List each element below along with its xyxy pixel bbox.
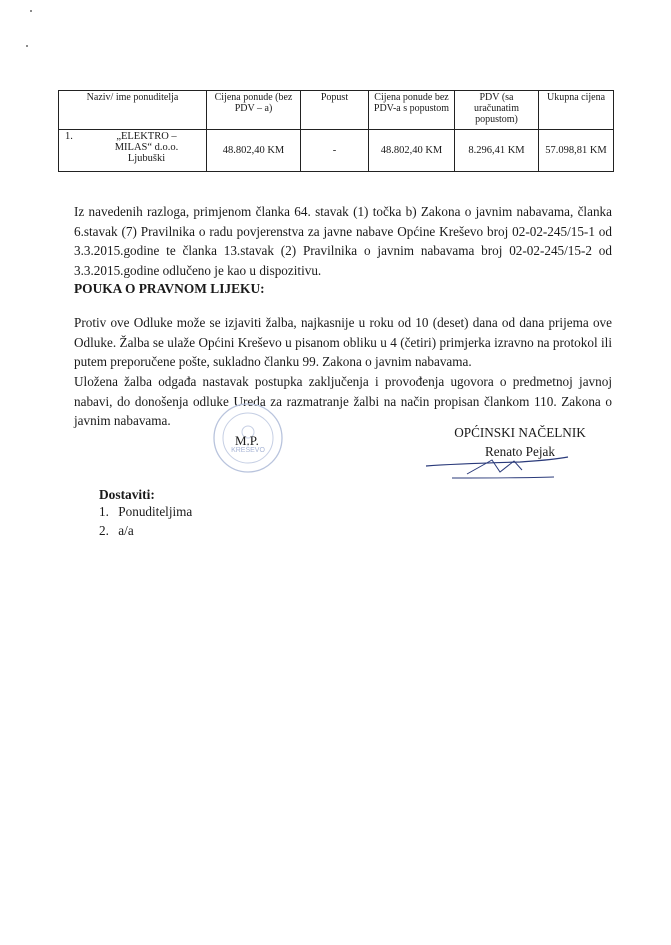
deliver-to-label: Dostaviti:: [99, 487, 155, 502]
official-title: OPĆINSKI NAČELNIK: [454, 425, 586, 440]
vat-cell: 8.296,41 KM: [455, 130, 539, 172]
row-number: 1.: [65, 131, 73, 142]
bidder-name: „ELEKTRO – MILAS“ d.o.o. Ljubuški: [114, 131, 179, 164]
handwritten-signature: [422, 452, 572, 480]
stamp-placeholder: M.P.: [235, 433, 259, 448]
list-item: [99, 502, 192, 521]
scan-speck: [26, 45, 28, 47]
header-vat: PDV (sa uračunatim popustom): [455, 91, 539, 130]
price-cell: 48.802,40 KM: [207, 130, 301, 172]
header-total: Ukupna cijena: [539, 91, 614, 130]
list-number: 1.: [99, 504, 109, 519]
legal-remedy-heading: POUKA O PRAVNOM LIJEKU:: [74, 281, 265, 296]
bidder-cell: [59, 130, 207, 172]
deliver-to-list: [99, 502, 192, 540]
scan-speck: [30, 10, 32, 12]
offers-table: [58, 90, 614, 172]
list-number: 2.: [99, 523, 109, 538]
header-price-with-discount: Cijena ponude bez PDV-a s popustom: [369, 91, 455, 130]
header-bidder-name: Naziv/ ime ponuditelja: [59, 91, 207, 130]
table-row: [59, 130, 614, 172]
discount-cell: -: [301, 130, 369, 172]
price-discount-cell: 48.802,40 KM: [369, 130, 455, 172]
total-cell: 57.098,81 KM: [539, 130, 614, 172]
list-text: a/a: [118, 523, 134, 538]
appeal-effect-paragraph: Uložena žalba odgađa nastavak postupka zaključenja i provođenja ugovora o predmetnoj javnoj nabavi, do donošenja odluke Ureda za razmatranje žalbi na način propisan člankom 110. Zakona o javnim nabavama.: [74, 374, 612, 428]
list-item: [99, 521, 192, 540]
legal-basis-paragraph: Iz navedenih razloga, primjenom članka 64. stavak (1) točka b) Zakona o javnim nabavama, članka 6.stavak (7) Pravilnika o radu povjerenstva za javne nabave Općine Kreševo broj 02-02-245/15-1 od 3.3.2015.godine te članka 13.stavak (2) Pravilnika o javnim nabavama broj 02-02-245/15-2 od 3.3.2015.godine odlučeno je kao u dispozitivu.: [74, 204, 612, 278]
list-text: Ponuditeljima: [118, 504, 193, 519]
header-discount: Popust: [301, 91, 369, 130]
header-price: Cijena ponude (bez PDV – a): [207, 91, 301, 130]
official-name: Renato Pejak: [485, 444, 555, 459]
appeal-paragraph: Protiv ove Odluke može se izjaviti žalba, najkasnije u roku od 10 (deset) dana od dana prijema ove Odluke. Žalba se ulaže Općini Kreševo u pisanom obliku u 4 (četiri) primjerka izravno na protokol ili putem preporučene pošte, sukladno članku 99. Zakona o javnim nabavama.: [74, 315, 612, 369]
table-header-row: [59, 91, 614, 130]
stamp-text: KREŠEVO: [231, 447, 265, 454]
